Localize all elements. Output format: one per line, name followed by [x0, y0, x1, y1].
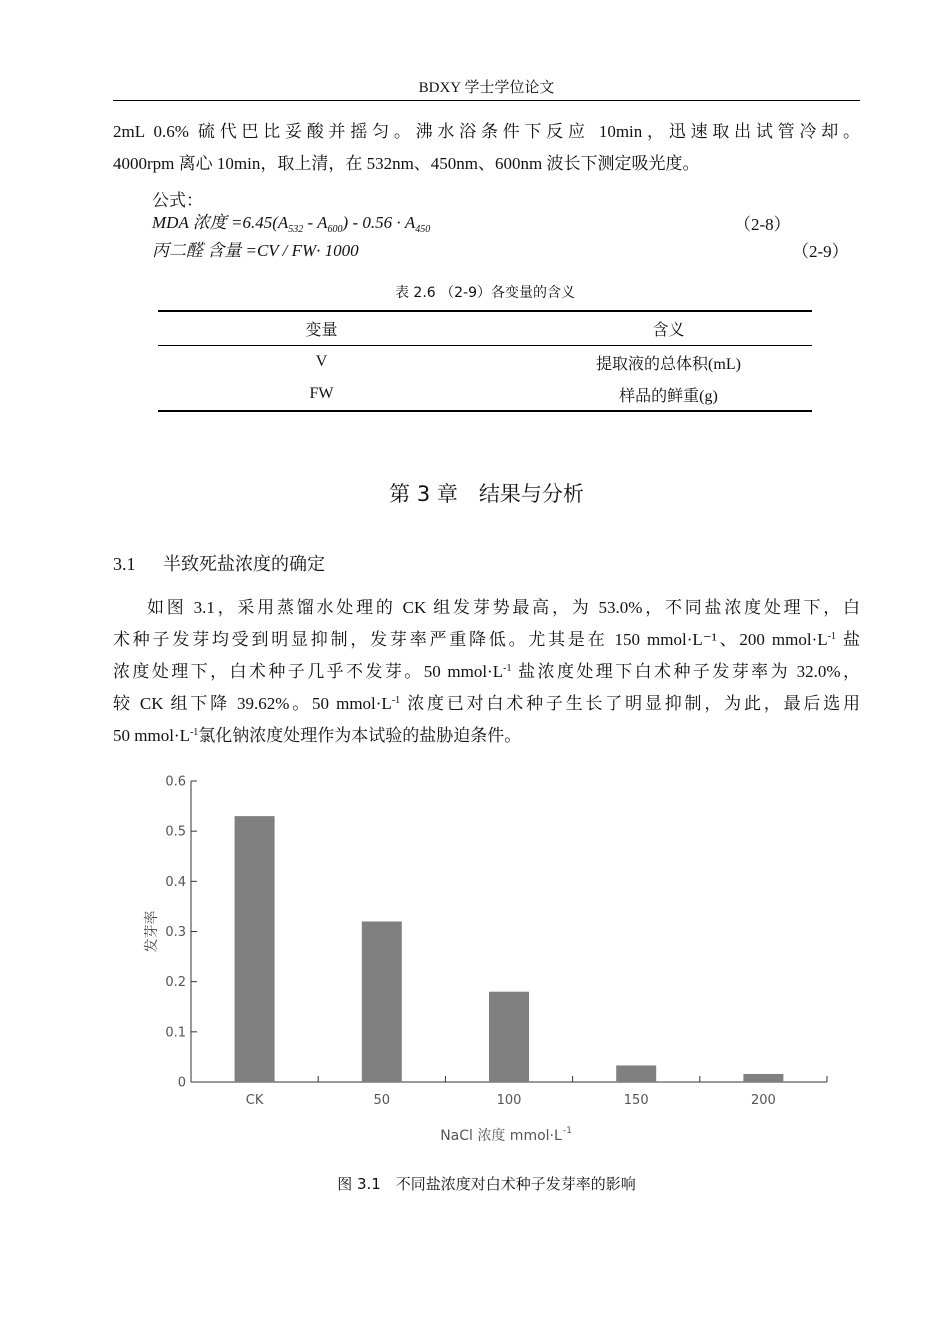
bar-50	[362, 921, 402, 1082]
body-line-1: 如图 3.1，采用蒸馏水处理的 CK 组发芽势最高，为 53.0%，不同盐浓度处理下，白	[147, 598, 860, 617]
table-row	[158, 346, 812, 379]
table-header-meaning: 含义	[485, 311, 812, 346]
table-caption: 表 2.6 （2-9）各变量的含义	[394, 285, 576, 301]
bar-150	[616, 1065, 656, 1082]
x-axis-label-superscript: -1	[562, 1126, 572, 1136]
equation-number-2-9: （2-9）	[792, 242, 849, 261]
formula-mda: MDA 浓度 $=6.45(A_{532} - A_{600}) - 0.56 \cdot A_{450}$	[152, 213, 431, 235]
y-axis-label: 发芽率	[144, 910, 160, 953]
page-header: BDXY 学士学位论文	[418, 80, 555, 96]
table-cell-variable: FW	[158, 378, 485, 411]
equation-number-2-8: （2-8）	[734, 215, 791, 234]
y-tick-label: 0.4	[165, 874, 186, 890]
variables-table	[158, 310, 812, 412]
table-cell-meaning: 提取液的总体积(mL)	[596, 355, 741, 373]
chapter-title: 第 3 章 结果与分析	[389, 482, 584, 506]
table-row	[158, 378, 812, 411]
x-tick-label: CK	[245, 1093, 264, 1108]
x-tick-label: 150	[623, 1093, 649, 1108]
bar-CK	[235, 816, 275, 1082]
intro-line-1: 2mL 0.6% 硫代巴比妥酸并摇匀。沸水浴条件下反应 10min，迅速取出试管冷却。	[113, 122, 860, 141]
x-tick-label: 50	[373, 1093, 391, 1108]
section-number: 3.1	[113, 554, 136, 574]
figure-caption: 图 3.1 不同盐浓度对白术种子发芽率的影响	[337, 1175, 636, 1193]
table-header-row	[158, 311, 812, 346]
table-header-variable: 变量	[158, 311, 485, 346]
formula-label: 公式：	[152, 191, 203, 210]
x-tick-label: 200	[750, 1093, 776, 1108]
intro-line-2: 4000rpm 离心 10min，取上清，在 532nm、450nm、600nm 波长下测定吸光度。	[113, 154, 700, 173]
x-axis-label: NaCl 浓度 mmol·L	[440, 1128, 562, 1144]
bar-100	[489, 992, 529, 1082]
header-rule	[113, 100, 860, 101]
x-tick-label: 100	[496, 1093, 522, 1108]
table-cell-meaning: 样品的鲜重(g)	[485, 378, 812, 411]
germination-bar-chart	[130, 765, 850, 1155]
y-tick-label: 0.1	[165, 1025, 186, 1041]
y-tick-label: 0.5	[165, 824, 186, 840]
body-line-4: 较 CK 组下降 39.62%。50 $mmol\cdot L^{-1}$ 浓度已对白术种子生长了明显抑制，为此，最后选用	[113, 694, 860, 713]
y-tick-label: 0.3	[165, 925, 186, 940]
body-line-2: 术种子发芽均受到明显抑制，发芽率严重降低。尤其是在 150 mmol·L⁻¹、200 $mmol\cdot L^{-1}$ 盐	[113, 630, 860, 649]
y-tick-label: 0	[177, 1075, 186, 1091]
body-line-5: 50 $mmol\cdot L^{-1}$氯化钠浓度处理作为本试验的盐胁迫条件。	[113, 726, 522, 745]
bar-200	[743, 1074, 783, 1082]
y-tick-label: 0.6	[165, 774, 186, 790]
y-tick-label: 0.2	[165, 975, 186, 991]
body-line-3: 浓度处理下，白术种子几乎不发芽。50 $mmol\cdot L^{-1}$ 盐浓度处理下白术种子发芽率为 32.0%，	[113, 662, 860, 681]
formula-mda-content: 丙二醛 含量 =CV / FW· 1000	[152, 241, 359, 260]
table-cell-variable: V	[315, 353, 328, 370]
section-title: 半致死盐浓度的确定	[163, 554, 325, 575]
section-heading	[113, 550, 325, 576]
